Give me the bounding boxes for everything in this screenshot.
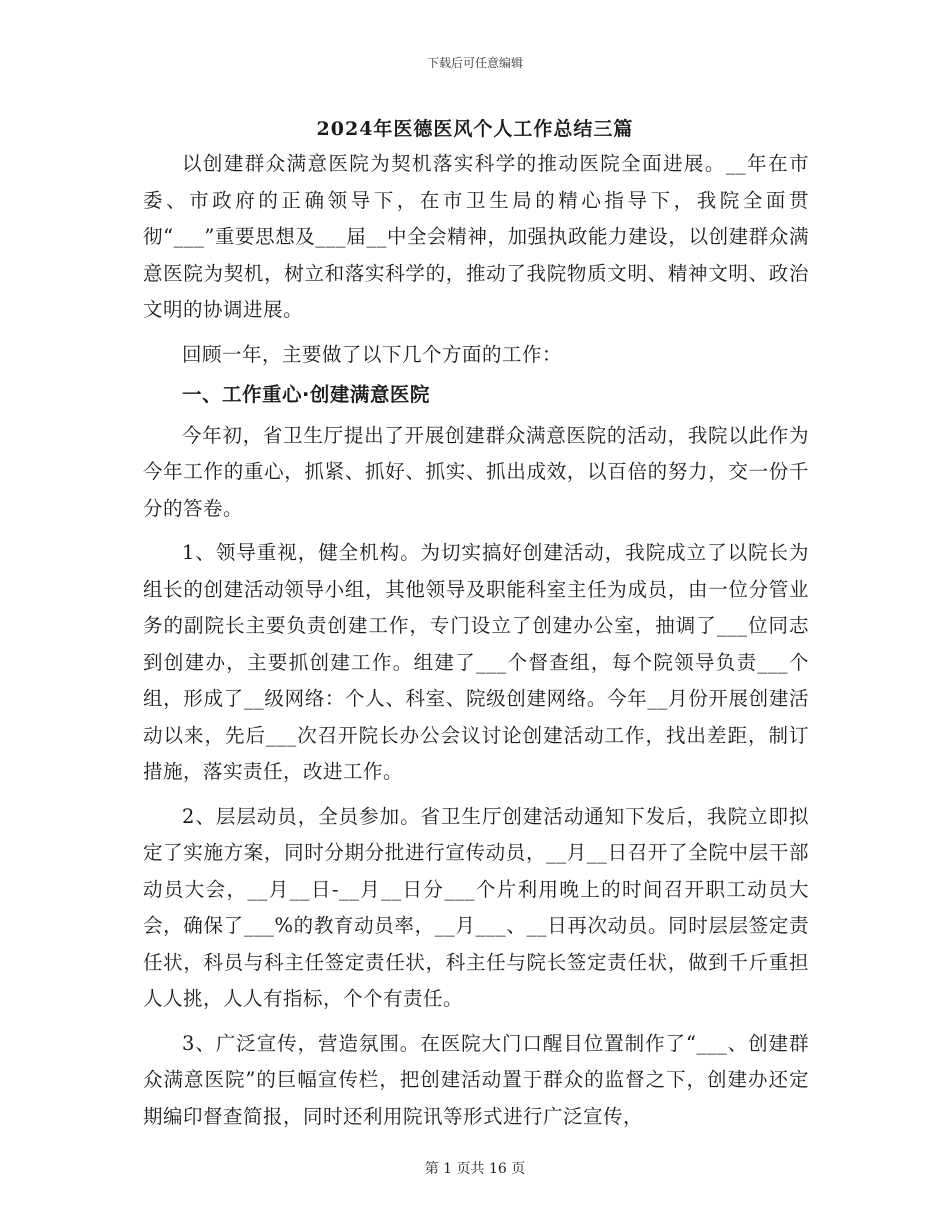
section-paragraph-3: 2、层层动员，全员参加。省卫生厅创建活动通知下发后，我院立即拟定了实施方案，同时分期分批进行宣传动员，__月__日召开了全院中层干部动员大会，__月__日-__月__日分___个片利用晚上的时间召开职工动员大会，确保了___%的教育动员率，__月___、__日再次动员。同时层层签定责任状，科员与科主任签定责任状，科主任与院长签定责任状，做到千斤重担人人挑，人人有指标，个个有责任。 xyxy=(143,804,809,1010)
document-title: 2024年医德医风个人工作总结三篇 xyxy=(316,118,634,140)
section-paragraph-4: 3、广泛宣传，营造氛围。在医院大门口醒目位置制作了“___、创建群众满意医院”的巨幅宣传栏，把创建活动置于群众的监督之下，创建办还定期编印督查简报，同时还利用院讯等形式进行广泛宣传， xyxy=(143,1031,809,1128)
page-number: 第 1 页共 16 页 xyxy=(424,1161,526,1177)
document-body xyxy=(143,146,809,1135)
intro-paragraph: 以创建群众满意医院为契机落实科学的推动医院全面进展。__年在市委、市政府的正确领导下，在市卫生局的精心指导下，我院全面贯彻“___”重要思想及___届__中全会精神，加强执政能力建设，以创建群众满意医院为契机，树立和落实科学的，推动了我院物质文明、精神文明、政治文明的协调进展。 xyxy=(143,152,809,321)
section-paragraph-1: 今年初，省卫生厅提出了开展创建群众满意医院的活动，我院以此作为今年工作的重心，抓紧、抓好、抓实、抓出成效，以百倍的努力，交一份千分的答卷。 xyxy=(143,423,809,520)
section-paragraph-2: 1、领导重视，健全机构。为切实搞好创建活动，我院成立了以院长为组长的创建活动领导小组，其他领导及职能科室主任为成员，由一位分管业务的副院长主要负责创建工作，专门设立了创建办公室，抽调了___位同志到创建办，主要抓创建工作。组建了___个督查组，每个院领导负责___个组，形成了__级网络：个人、科室、院级创建网络。今年__月份开展创建活动以来，先后___次召开院长办公会议讨论创建活动工作，找出差距，制订措施，落实责任，改进工作。 xyxy=(143,541,809,783)
section-heading: 一、工作重心·创建满意医院 xyxy=(182,383,430,406)
review-paragraph: 回顾一年，主要做了以下几个方面的工作： xyxy=(182,342,563,366)
header-note: 下载后可任意编辑 xyxy=(426,56,523,70)
